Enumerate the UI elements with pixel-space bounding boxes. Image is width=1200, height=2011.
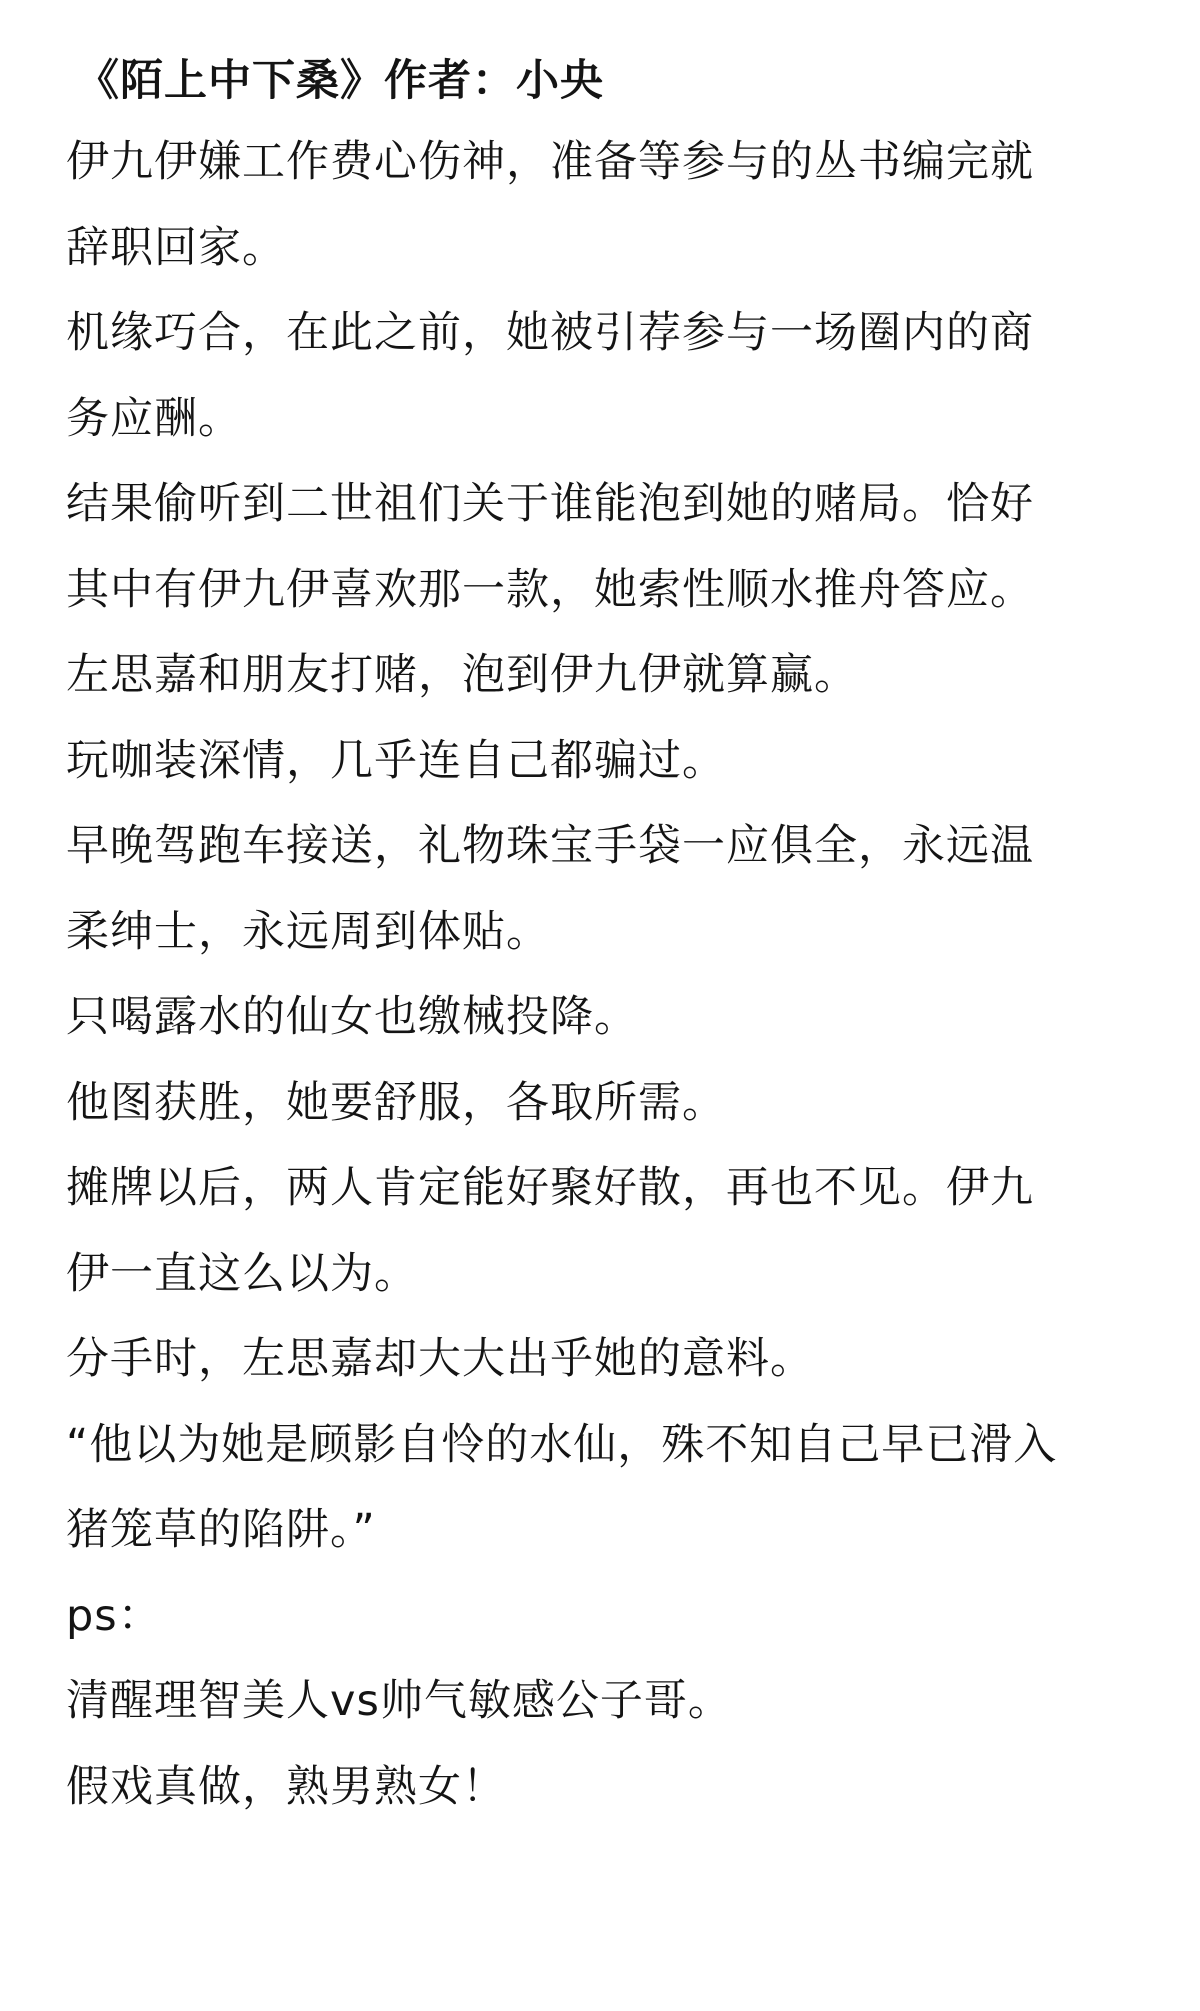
text-line: 假戏真做，熟男熟女！ [66,1761,506,1812]
text-line: 摊牌以后，两人肯定能好聚好散，再也不见。伊九 [66,1163,1034,1213]
text-line: 结果偷听到二世祖们关于谁能泡到她的赌局。恰好 [66,479,1034,529]
text-line: 柔绅士，永远周到体贴。 [66,906,550,957]
text-line: 伊一直这么以为。 [66,1248,418,1299]
text-line: 务应酬。 [66,393,242,444]
text-line: 清醒理智美人vs帅气敏感公子哥。 [66,1676,732,1726]
text-line: “他以为她是顾影自怜的水仙，殊不知自己早已滑入 [66,1419,1058,1470]
text-line: 早晚驾跑车接送，礼物珠宝手袋一应俱全，永远温 [66,821,1034,871]
text-line: 伊九伊嫌工作费心伤神，准备等参与的丛书编完就 [66,137,1034,187]
book-title: 《陌上中下桑》作者：小央 [76,56,604,106]
text-line: 只喝露水的仙女也缴械投降。 [66,992,638,1042]
article-body [66,42,1166,1830]
text-line: 分手时，左思嘉却大大出乎她的意料。 [66,1334,814,1384]
text-line: 他图获胜，她要舒服，各取所需。 [66,1077,726,1128]
text-line: 辞职回家。 [66,222,286,273]
text-line: ps： [66,1590,162,1641]
text-line: 左思嘉和朋友打赌，泡到伊九伊就算赢。 [66,650,858,700]
text-line: 玩咖装深情，几乎连自己都骗过。 [66,735,726,786]
text-line: 机缘巧合，在此之前，她被引荐参与一场圈内的商 [66,308,1034,358]
text-line: 猪笼草的陷阱。” [66,1505,376,1555]
text-line: 其中有伊九伊喜欢那一款，她索性顺水推舟答应。 [66,564,1034,615]
